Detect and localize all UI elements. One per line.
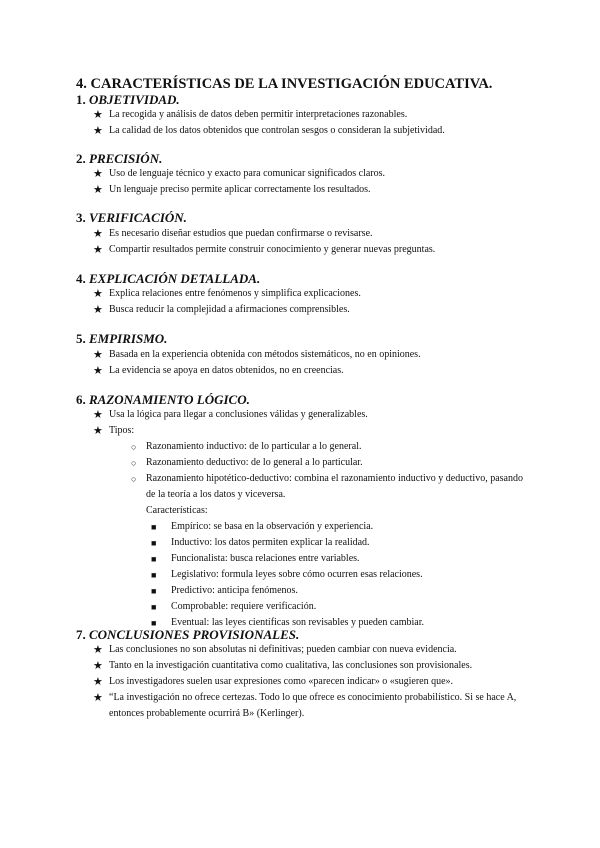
tipo-item: ○ Razonamiento inductivo: de lo particular a lo general. (131, 439, 523, 455)
list-item: ★ Tipos: ○ Razonamiento inductivo: de lo particular a lo general. ○ Razonamiento deductivo: de lo general a lo particular. ○ Razonamiento hipotético-deductivo: combina el razonamiento inductivo y deductivo, pasando de la teoría a los datos y viceversa. Características: ■ Empírico: se basa en la observación y experiencia. ■ Inductivo: los datos permiten explicar la realidad. ■ Funcionalista: busca relaciones entre variables. ■ Legislativo: formula leyes sobre cómo ocurren esas relaciones. ■ Predictivo: anticipa fenómenos. ■ Comprobable: requiere verificación. ■ Eventual: las leyes científicas son revisables y pueden cambiar. (93, 423, 523, 631)
star-bullet-icon: ★ (93, 184, 103, 196)
square-bullet-icon: ■ (151, 586, 157, 596)
section-heading-precision (76, 151, 162, 167)
square-bullet-icon: ■ (151, 522, 157, 532)
list-item: ★ Explica relaciones entre fenómenos y simplifica explicaciones. (93, 288, 361, 300)
list-item: ★ “La investigación no ofrece certezas. Todo lo que ofrece es conocimiento probabilístico. Si se hace A, entonces probablemente ocurrirá B» (Kerlinger). (93, 692, 517, 719)
tipos-list (109, 439, 523, 503)
section-number: 3. (76, 210, 86, 225)
section-heading-verificacion (76, 210, 187, 226)
caracteristica-item: ■ Legislativo: formula leyes sobre cómo ocurren esas relaciones. (151, 567, 523, 583)
list-item: ★ Las conclusiones no son absolutas ni definitivas; pueden cambiar con nueva evidencia. (93, 644, 457, 656)
section-title: VERIFICACIÓN. (89, 210, 187, 225)
star-bullet-icon: ★ (93, 228, 103, 240)
list-item: ★ Usa la lógica para llegar a conclusiones válidas y generalizables. (93, 409, 368, 421)
section-heading-empirismo (76, 331, 167, 347)
section-number: 4. (76, 271, 86, 286)
bullet-list-razonamiento (93, 407, 523, 631)
caracteristicas-label: Características: (146, 505, 208, 516)
tipo-item: ○ Razonamiento deductivo: de lo general a lo particular. (131, 455, 523, 471)
square-bullet-icon: ■ (151, 570, 157, 580)
caracteristica-item: ■ Predictivo: anticipa fenómenos. (151, 583, 523, 599)
section-number: 1. (76, 92, 86, 107)
caracteristicas-block (109, 503, 523, 631)
star-bullet-icon: ★ (93, 365, 103, 377)
list-item: ★ Busca reducir la complejidad a afirmaciones comprensibles. (93, 304, 350, 316)
list-item: ★ La evidencia se apoya en datos obtenidos, no en creencias. (93, 365, 344, 377)
section-heading-razonamiento (76, 392, 250, 408)
section-title: EMPIRISMO. (89, 331, 168, 346)
bullet-list-explicacion (93, 286, 523, 318)
section-number: 6. (76, 392, 86, 407)
star-bullet-icon: ★ (93, 168, 103, 180)
section-number: 7. (76, 627, 86, 642)
list-item: ★ Tanto en la investigación cuantitativa como cualitativa, las conclusiones son provisionales. (93, 660, 473, 672)
caracteristica-item: ■ Funcionalista: busca relaciones entre variables. (151, 551, 523, 567)
circle-bullet-icon: ○ (131, 442, 137, 452)
bullet-list-verificacion (93, 226, 523, 258)
caracteristica-item: ■ Comprobable: requiere verificación. (151, 599, 523, 615)
star-bullet-icon: ★ (93, 676, 103, 688)
star-bullet-icon: ★ (93, 125, 103, 137)
square-bullet-icon: ■ (151, 602, 157, 612)
caracteristica-item: ■ Inductivo: los datos permiten explicar la realidad. (151, 535, 523, 551)
star-bullet-icon: ★ (93, 425, 103, 437)
star-bullet-icon: ★ (93, 692, 103, 704)
section-heading-conclusiones (76, 627, 299, 643)
list-item: ★ Es necesario diseñar estudios que puedan confirmarse o revisarse. (93, 228, 373, 240)
section-title: OBJETIVIDAD. (89, 92, 180, 107)
section-title: EXPLICACIÓN DETALLADA. (89, 271, 261, 286)
section-title: CONCLUSIONES PROVISIONALES. (89, 627, 300, 642)
section-heading-explicacion (76, 271, 260, 287)
circle-bullet-icon: ○ (131, 458, 137, 468)
circle-bullet-icon: ○ (131, 474, 137, 484)
section-title: PRECISIÓN. (89, 151, 163, 166)
bullet-list-precision (93, 166, 523, 198)
caracteristicas-list (131, 519, 523, 631)
star-bullet-icon: ★ (93, 349, 103, 361)
section-number: 2. (76, 151, 86, 166)
star-bullet-icon: ★ (93, 660, 103, 672)
square-bullet-icon: ■ (151, 618, 157, 628)
list-item: ★ Los investigadores suelen usar expresiones como «parecen indicar» o «sugieren que». (93, 676, 454, 688)
bullet-list-conclusiones (93, 642, 523, 722)
star-bullet-icon: ★ (93, 644, 103, 656)
star-bullet-icon: ★ (93, 244, 103, 256)
list-item: ★ La calidad de los datos obtenidos que controlan sesgos o consideran la subjetividad. (93, 125, 445, 137)
star-bullet-icon: ★ (93, 288, 103, 300)
list-item: ★ Compartir resultados permite construir conocimiento y generar nuevas preguntas. (93, 244, 436, 256)
list-item: ★ Uso de lenguaje técnico y exacto para comunicar significados claros. (93, 168, 386, 180)
list-item: ★ Un lenguaje preciso permite aplicar correctamente los resultados. (93, 184, 371, 196)
section-heading-objetividad (76, 92, 180, 108)
star-bullet-icon: ★ (93, 409, 103, 421)
list-item: ★ Basada en la experiencia obtenida con métodos sistemáticos, no en opiniones. (93, 349, 421, 361)
star-bullet-icon: ★ (93, 109, 103, 121)
star-bullet-icon: ★ (93, 304, 103, 316)
caracteristica-item: ■ Empírico: se basa en la observación y experiencia. (151, 519, 523, 535)
caracteristica-item: ■ Eventual: las leyes científicas son revisables y pueden cambiar. (151, 615, 523, 631)
bullet-list-empirismo (93, 347, 523, 379)
tipo-item: ○ Razonamiento hipotético-deductivo: combina el razonamiento inductivo y deductivo, pasando de la teoría a los datos y viceversa. (131, 473, 523, 500)
list-item: ★ La recogida y análisis de datos deben permitir interpretaciones razonables. (93, 109, 408, 121)
section-title: RAZONAMIENTO LÓGICO. (89, 392, 250, 407)
section-number: 5. (76, 331, 86, 346)
document-title: 4. CARACTERÍSTICAS DE LA INVESTIGACIÓN EDUCATIVA. (76, 76, 493, 92)
square-bullet-icon: ■ (151, 554, 157, 564)
square-bullet-icon: ■ (151, 538, 157, 548)
bullet-list-objetividad (93, 107, 523, 139)
